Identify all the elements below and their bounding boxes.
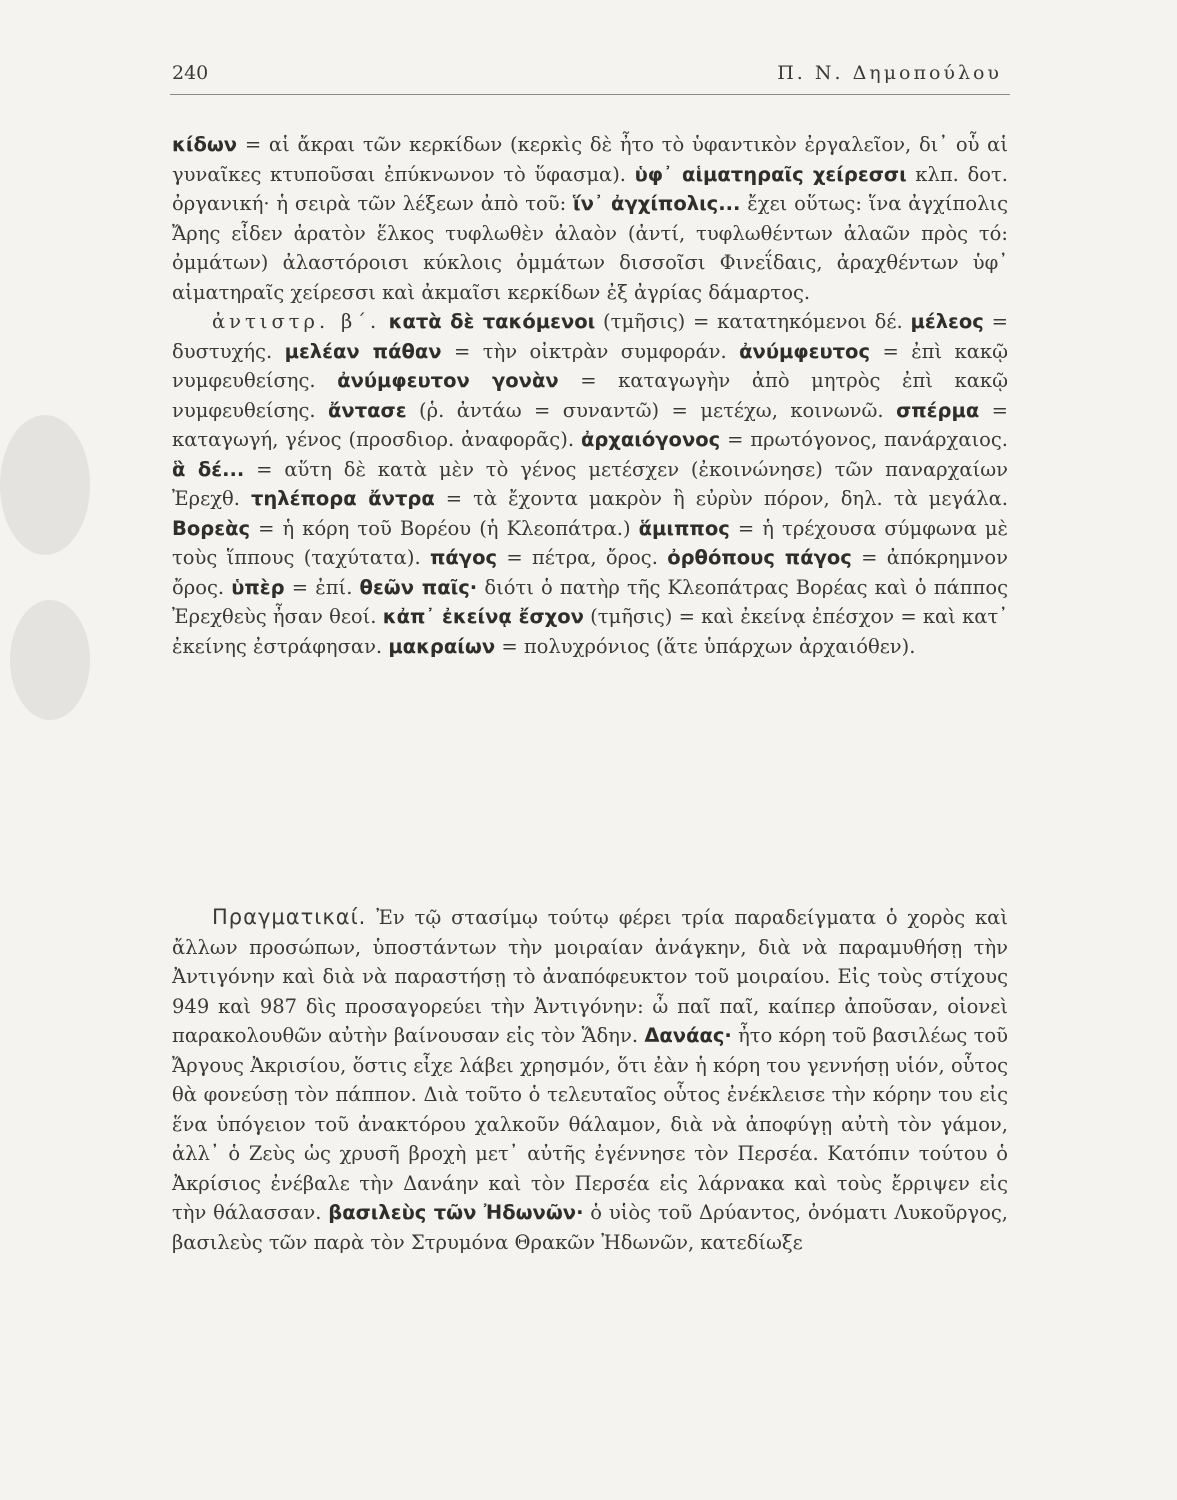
page-number: 240 <box>172 62 209 84</box>
lemma: ὀρθόπους πάγος <box>667 546 852 569</box>
lemma: μελέαν πάθαν <box>284 339 442 363</box>
lemma: ἀνύμφευτος <box>739 339 871 363</box>
paragraph-1 <box>172 130 1008 307</box>
lemma: ἄντασε <box>328 398 407 422</box>
bleed-mark <box>0 415 90 555</box>
gloss: = τὴν οἰκτρὰν συμφοράν. <box>441 339 740 363</box>
paragraph-2 <box>172 307 1008 661</box>
body-text: Ἐν τῷ στασίμῳ τούτῳ φέρει τρία παραδείγματα ὁ χορὸς καὶ ἄλλων προσώπων, ὑποστάντων τὴν μοιραίαν ἀνάγκην, διὰ νὰ παραμυθήσῃ τὴν Ἀντιγόνην καὶ διὰ νὰ παραστήσῃ τὸ ἀναπόφευκτον τοῦ μοιραίου. Εἰς τοὺς στίχους 949 καὶ 987 δὶς προσαγορεύει τὴν Ἀντιγόνην: ὦ παῖ παῖ, καίπερ ἀποῦσαν, οἱονεὶ παρακολουθῶν αὐτὴν βαίνουσαν εἰς τὸν Ἅδην. <box>172 906 1008 1047</box>
lemma: βασιλεὺς τῶν Ἠδωνῶν· <box>328 1201 584 1224</box>
lemma: ἀνύμφευτον γονὰν <box>337 369 559 392</box>
lemma: Βορεὰς <box>172 516 251 540</box>
gloss: = δυστυχής. <box>172 310 1008 363</box>
lemma: ὑπὲρ <box>231 575 285 599</box>
body-text: ὁ υἱὸς τοῦ Δρύαντος, ὀνόματι Λυκοῦργος, βασιλεὺς τῶν παρὰ τὸν Στρυμόνα Θρακῶν Ἠδωνῶν, κατεδίωξε <box>172 1201 1008 1254</box>
lemma: κατὰ δὲ τακόμενοι <box>380 310 596 333</box>
gloss: διότι ὁ πατὴρ τῆς Κλεοπάτρας Βορέας καὶ ὁ πάππος Ἐρεχθεὺς ἦσαν θεοί. <box>172 575 1008 628</box>
lemma: ἃ δέ... <box>172 457 245 481</box>
gloss: (τμῆσις) = καὶ ἐκείνᾳ ἐπέσχον = καὶ κατ᾽ ἐκείνης ἐστράφησαν. <box>172 605 1008 658</box>
gloss: κλπ. δοτ. ὀργανική· ἡ σειρὰ τῶν λέξεων ἀπὸ τοῦ: <box>172 162 1008 215</box>
lemma: ἵν᾽ ἀγχίπολις... <box>573 192 741 215</box>
gloss: = καταγωγὴν ἀπὸ μητρὸς ἐπὶ κακῷ νυμφευθείσης. <box>172 369 1009 422</box>
lemma: κίδων <box>172 133 238 156</box>
gloss: = ἐπὶ κακῷ νυμφευθείσης. <box>172 339 1008 392</box>
section-heading: Πραγματικαί. <box>212 905 367 929</box>
gloss: = ἡ κόρη τοῦ Βορέου (ἡ Κλεοπάτρα.) <box>250 516 639 540</box>
lemma: ὑφ᾽ αἱματηραῖς χείρεσσι <box>634 162 907 186</box>
realia-section <box>172 903 1008 1257</box>
gloss: = ἡ τρέχουσα σύμφωνα μὲ τοὺς ἵππους (ταχύτατα). <box>172 516 1009 569</box>
gloss: ἔχει οὕτως: ἵνα ἀγχίπολις Ἄρης εἶδεν ἀρατὸν ἕλκος τυφλωθὲν ἀλαὸν (ἀντί, τυφλωθέντων ἀλαῶν πρὸς τό: ὀμμάτων) ἀλαστόροισι κύκλοις ὀμμάτων δισσοῖσι Φινεΐδαις, ἀραχθέντων ὑφ᾽ αἱματηραῖς χείρεσσι καὶ ἀκμαῖσι κερκίδων ἐξ ἀγρίας δάμαρτος. <box>172 192 1008 304</box>
lemma: Δανάας· <box>644 1024 732 1047</box>
gloss: = ἐπί. <box>284 575 360 599</box>
lemma: σπέρμα <box>896 398 980 422</box>
gloss: = πέτρα, ὄρος. <box>497 546 668 569</box>
lemma: τηλέπορα ἄντρα <box>250 487 435 510</box>
lemma: ἀρχαιόγονος <box>580 428 721 451</box>
gloss: (ῥ. ἀντάω = συναντῶ) = μετέχω, κοινωνῶ. <box>406 398 897 422</box>
commentary-text <box>172 130 1008 661</box>
gloss: = αἱ ἄκραι τῶν κερκίδων (κερκὶς δὲ ἦτο τὸ ὑφαντικὸν ἐργαλεῖον, δι᾽ οὗ αἱ γυναῖκες κτυποῦσαι ἐπύκνωνον τὸ ὕφασμα). <box>172 133 1008 186</box>
lemma: μέλεος <box>910 310 984 333</box>
gloss: = αὕτη δὲ κατὰ μὲν τὸ γένος μετέσχεν (ἐκοινώνησε) τῶν παναρχαίων Ἐρεχθ. <box>172 457 1008 510</box>
gloss: = πρωτόγονος, πανάρχαιος. <box>720 428 1008 451</box>
lemma: θεῶν παῖς· <box>359 575 478 599</box>
section-marker: ἀντιστρ. β΄. <box>212 310 381 333</box>
gloss: = τὰ ἔχοντα μακρὸν ἢ εὐρὺν πόρον, δηλ. τὰ μεγάλα. <box>434 487 1008 510</box>
lemma: μακραίων <box>388 634 496 658</box>
running-head: Π. Ν. Δημοπούλου <box>777 62 1002 84</box>
paragraph-3 <box>172 903 1008 1257</box>
body-text: ἦτο κόρη τοῦ βασιλέως τοῦ Ἄργους Ἀκρισίου, ὅστις εἶχε λάβει χρησμόν, ὅτι ἐὰν ἡ κόρη του γεννήσῃ υἱόν, οὗτος θὰ φονεύσῃ τὸν πάππον. Διὰ τοῦτο ὁ τελευταῖος οὗτος ἐνέκλεισε τὴν κόρην του εἰς ἕνα ὑπόγειον τοῦ ἀνακτόρου χαλκοῦν θάλαμον, διὰ νὰ ἀποφύγῃ αὐτὴ τὸν γάμον, ἀλλ᾽ ὁ Ζεὺς ὡς χρυσῆ βροχὴ μετ᾽ αὐτῆς ἐγέννησε τὸν Περσέα. Κατόπιν τούτου ὁ Ἀκρίσιος ἐνέβαλε τὴν Δανάην καὶ τὸν Περσέα εἰς λάρνακα καὶ τοὺς ἔρριψεν εἰς τὴν θάλασσαν. <box>172 1024 1008 1224</box>
gloss: = καταγωγή, γένος (προσδιορ. ἀναφορᾶς). <box>172 398 1009 451</box>
gloss: = ἀπόκρημνον ὄρος. <box>172 546 1008 599</box>
bleed-mark <box>10 600 90 720</box>
lemma: ἅμιππος <box>638 516 730 540</box>
gloss: = πολυχρόνιος (ἅτε ὑπάρχων ἀρχαιόθεν). <box>495 634 916 658</box>
running-header <box>170 62 1010 95</box>
gloss: (τμῆσις) = κατατηκόμενοι δέ. <box>595 310 911 333</box>
lemma: κἀπ᾽ ἐκείνᾳ ἔσχον <box>382 605 584 628</box>
lemma: πάγος <box>429 546 498 569</box>
